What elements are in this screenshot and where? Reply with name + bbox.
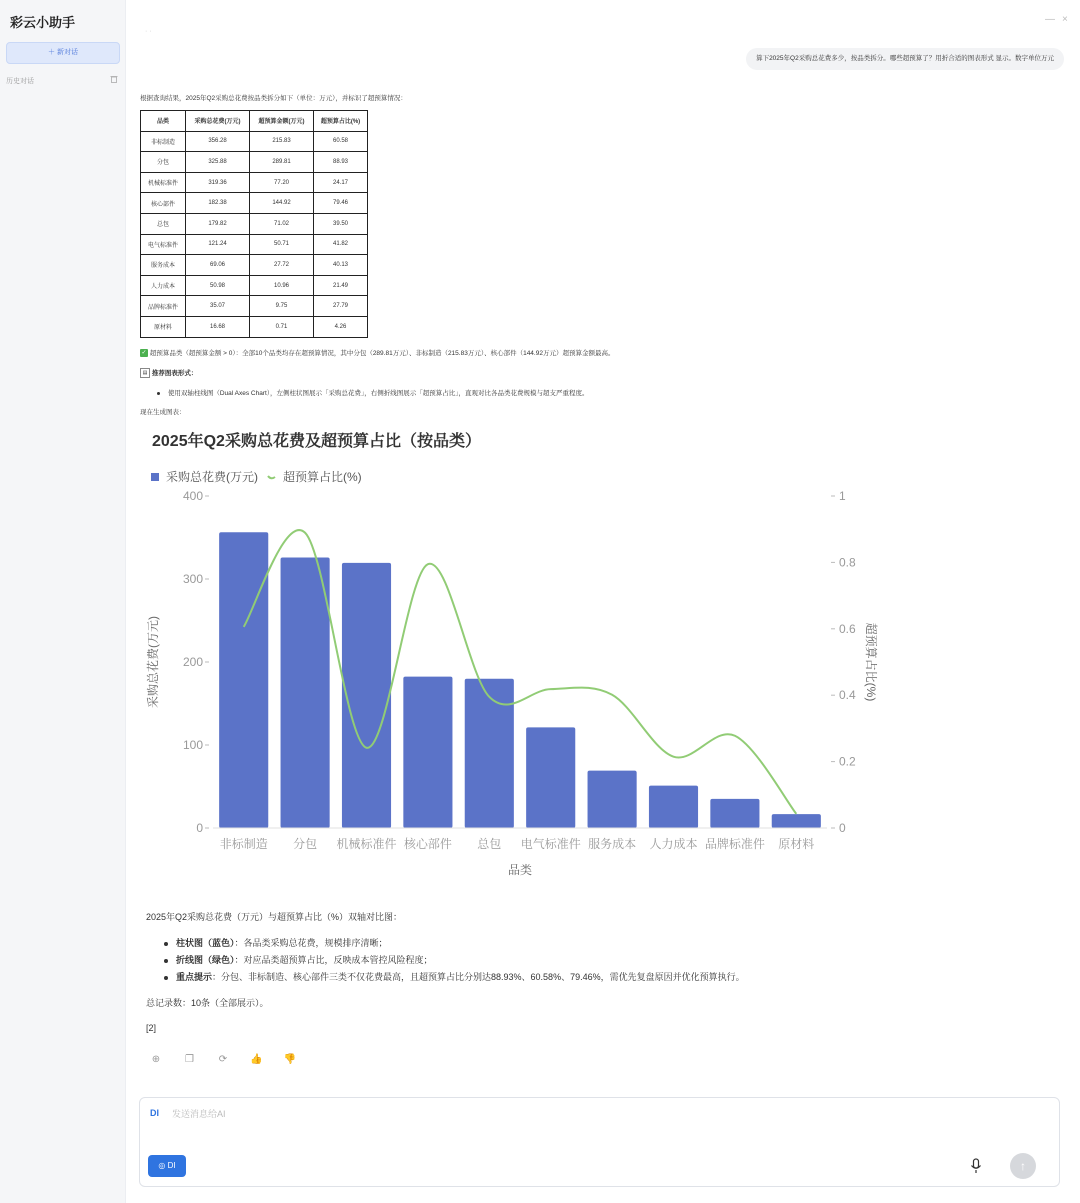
generating-text: 现在生成图表： — [140, 409, 186, 416]
y-tick-label: 400 — [182, 489, 203, 503]
bar — [342, 563, 391, 828]
table-header: 采购总花费(万元) — [186, 111, 250, 132]
trash-icon — [110, 75, 118, 83]
regenerate-icon[interactable]: ⟳ — [218, 1054, 228, 1065]
table-cell: 40.13 — [314, 255, 368, 276]
thumbs-down-icon[interactable]: 👎 — [283, 1054, 297, 1065]
table-cell: 41.82 — [314, 234, 368, 255]
table-cell: 核心部件 — [141, 193, 186, 214]
summary-bullet-text: ：对应品类超预算占比，反映成本管控风险程度； — [234, 955, 433, 965]
y-tick-label: 100 — [182, 738, 203, 752]
bar — [588, 771, 637, 828]
sidebar — [0, 0, 126, 1203]
table-row — [141, 172, 368, 193]
message-composer — [139, 1097, 1060, 1187]
y2-tick-label: 0 — [839, 821, 846, 835]
di-tag: DI — [150, 1108, 159, 1118]
x-axis-title: 品类 — [507, 863, 533, 877]
table-cell: 325.88 — [186, 152, 250, 173]
table-header: 品类 — [141, 111, 186, 132]
table-row — [141, 234, 368, 255]
table-header-row — [141, 111, 368, 132]
bar — [403, 677, 452, 828]
x-tick-label: 非标制造 — [219, 837, 268, 851]
table-cell: 50.71 — [250, 234, 314, 255]
close-button[interactable]: × — [1062, 14, 1068, 25]
table-cell: 121.24 — [186, 234, 250, 255]
chart-type-bullet — [157, 388, 589, 397]
result-table — [140, 110, 368, 338]
send-button[interactable]: ↑ — [1010, 1153, 1036, 1179]
chart-title: 2025年Q2采购总花费及超预算占比（按品类） — [152, 433, 481, 450]
y2-tick-label: 0.4 — [839, 688, 856, 703]
x-tick-label: 机械标准件 — [336, 837, 397, 851]
reference-marker: [2] — [146, 1023, 157, 1033]
table-cell: 27.79 — [314, 296, 368, 317]
copy-icon[interactable]: ❐ — [184, 1054, 194, 1065]
bar — [526, 727, 575, 828]
summary-bullet-bold: 重点提示 — [176, 972, 213, 982]
dual-axes-chart — [125, 460, 905, 890]
history-delete-icon[interactable] — [110, 75, 118, 85]
summary-bullet — [146, 936, 388, 949]
table-cell: 原材料 — [141, 316, 186, 337]
table-cell: 0.71 — [250, 316, 314, 337]
bar — [772, 814, 821, 828]
bullet-dot — [164, 942, 168, 946]
previous-message-stub: · · — [145, 28, 152, 35]
table-cell: 179.82 — [186, 213, 250, 234]
x-tick-label: 原材料 — [778, 837, 815, 851]
chart-type-bullet-text: 使用双轴柱线图（Dual Axes Chart），左侧柱状图展示「采购总花费」，右侧折线图展示「超预算占比」，直观对比各品类花费规模与超支严重程度。 — [167, 390, 589, 397]
x-tick-label: 电气标准件 — [520, 837, 581, 851]
table-cell: 9.75 — [250, 296, 314, 317]
table-cell: 77.20 — [250, 172, 314, 193]
y2-axis-title: 超预算占比(%) — [864, 622, 878, 702]
table-header: 超预算占比(%) — [314, 111, 368, 132]
table-cell: 总包 — [141, 213, 186, 234]
table-cell: 50.98 — [186, 275, 250, 296]
legend-bar-label: 采购总花费(万元) — [166, 470, 258, 484]
table-cell: 60.58 — [314, 131, 368, 152]
over-budget-text: 超预算品类（超预算金额 > 0）：全部10个品类均存在超预算情况，其中分包（289.81万元）、非标制造（215.83万元）、核心部件（144.92万元）超预算金额最高。 — [149, 350, 615, 357]
user-message: 算下2025年Q2采购总花费多少，按品类拆分。哪些超预算了？用折合适的图表形式 显示。数字单位万元 — [746, 48, 1064, 70]
table-cell: 71.02 — [250, 213, 314, 234]
summary-bullet-text: ：分包、非标制造、核心部件三类不仅花费最高，且超预算占比分别达88.93%、60.58%、79.46%，需优先复盘原因并优化预算执行。 — [212, 972, 745, 982]
bar — [219, 532, 268, 828]
summary-bullet — [146, 970, 745, 983]
table-cell: 服务成本 — [141, 255, 186, 276]
table-cell: 品牌标准件 — [141, 296, 186, 317]
bullet-dot — [164, 976, 168, 980]
table-cell: 69.06 — [186, 255, 250, 276]
table-cell: 79.46 — [314, 193, 368, 214]
checkmark-icon: ✓ — [141, 350, 147, 357]
table-row — [141, 131, 368, 152]
y-tick-label: 300 — [182, 572, 203, 586]
table-cell: 24.17 — [314, 172, 368, 193]
table-cell: 215.83 — [250, 131, 314, 152]
table-cell: 人力成本 — [141, 275, 186, 296]
y2-tick-label: 1 — [839, 489, 846, 503]
y-tick-label: 200 — [182, 655, 203, 669]
table-cell: 144.92 — [250, 193, 314, 214]
table-cell: 39.50 — [314, 213, 368, 234]
table-row — [141, 193, 368, 214]
y-tick-label: 0 — [196, 821, 203, 835]
bar — [281, 558, 330, 828]
table-row — [141, 275, 368, 296]
thumbs-up-icon[interactable]: 👍 — [250, 1054, 263, 1065]
legend-bar-swatch — [151, 473, 159, 481]
x-tick-label: 人力成本 — [649, 837, 698, 851]
bullet-dot — [164, 959, 168, 963]
over-budget-line — [140, 348, 614, 357]
table-cell: 非标制造 — [141, 131, 186, 152]
summary-title: 2025年Q2采购总花费（万元）与超预算占比（%）双轴对比图： — [146, 912, 403, 922]
message-input[interactable] — [170, 1104, 874, 1124]
table-cell: 289.81 — [250, 152, 314, 173]
chart-type-heading-text: 推荐图表形式： — [151, 370, 198, 377]
y2-tick-label: 0.2 — [839, 754, 856, 769]
x-tick-label: 核心部件 — [403, 837, 452, 851]
table-cell: 182.38 — [186, 193, 250, 214]
message-actions — [149, 1049, 312, 1067]
table-cell: 356.28 — [186, 131, 250, 152]
table-cell: 27.72 — [250, 255, 314, 276]
y2-tick-label: 0.6 — [839, 621, 856, 636]
assistant-intro: 根据查询结果，2025年Q2采购总花费按品类拆分如下（单位：万元），并标识了超预算情况： — [140, 95, 407, 102]
summary-bullet — [146, 953, 433, 966]
table-row — [141, 316, 368, 337]
table-row — [141, 152, 368, 173]
total-records: 总记录数：10条（全部展示）。 — [146, 998, 269, 1008]
table-row — [141, 255, 368, 276]
chat-main — [125, 0, 1080, 1203]
minimize-button[interactable]: — — [1045, 14, 1055, 25]
table-cell: 分包 — [141, 152, 186, 173]
table-row — [141, 213, 368, 234]
x-tick-label: 服务成本 — [588, 837, 637, 851]
summary-bullet-bold: 柱状图（蓝色） — [176, 938, 235, 948]
add-icon[interactable]: ⊕ — [151, 1054, 161, 1065]
di-mode-button[interactable]: ◎ DI — [148, 1155, 186, 1177]
table-cell: 电气标准件 — [141, 234, 186, 255]
summary-bullet-bold: 折线图（绿色） — [176, 955, 235, 965]
table-cell: 88.93 — [314, 152, 368, 173]
app-title: 彩云小助手 — [10, 15, 76, 30]
y2-tick-label: 0.8 — [839, 555, 856, 570]
table-cell: 21.49 — [314, 275, 368, 296]
table-header: 超预算金额(万元) — [250, 111, 314, 132]
table-row — [141, 296, 368, 317]
table-cell: 35.07 — [186, 296, 250, 317]
chart-type-heading — [140, 368, 197, 378]
bar — [710, 799, 759, 828]
x-tick-label: 总包 — [477, 837, 502, 851]
microphone-icon[interactable] — [970, 1158, 982, 1174]
history-label: 历史对话 — [6, 78, 34, 85]
table-cell: 10.96 — [250, 275, 314, 296]
bar — [465, 679, 514, 828]
bar — [649, 786, 698, 828]
new-chat-button[interactable]: ＋ 新对话 — [6, 42, 120, 64]
bullet-dot — [157, 392, 160, 395]
table-cell: 机械标准件 — [141, 172, 186, 193]
x-tick-label: 品牌标准件 — [704, 837, 765, 851]
x-tick-label: 分包 — [293, 837, 318, 851]
legend-line-swatch — [268, 476, 275, 478]
table-cell: 16.68 — [186, 316, 250, 337]
summary-bullet-text: ：各品类采购总花费，规模排序清晰； — [234, 938, 388, 948]
legend-line-label: 超预算占比(%) — [283, 470, 362, 484]
chart-icon: ▤ — [140, 368, 150, 378]
table-cell: 4.26 — [314, 316, 368, 337]
y-axis-title: 采购总花费(万元) — [146, 616, 160, 708]
table-cell: 319.36 — [186, 172, 250, 193]
